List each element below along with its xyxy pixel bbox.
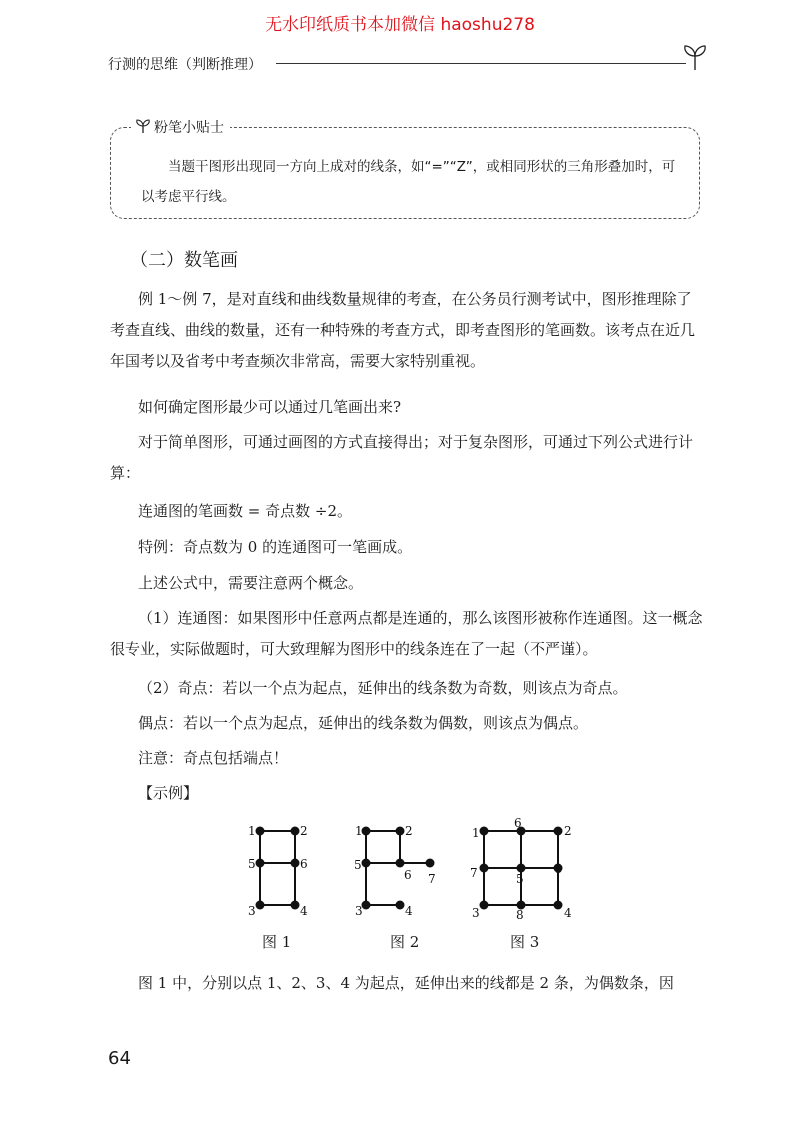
figure-label: 5 [516,872,524,886]
figure-label: 3 [248,904,256,918]
figure-label: 7 [470,866,478,880]
figure-label: 1 [248,824,256,838]
section-title: （二）数笔画 [130,250,238,271]
figure-label: 6 [514,816,522,830]
running-header [108,50,708,80]
figure-1 [244,815,324,925]
header-title: 行测的思维（判断推理） [108,57,262,73]
page-number: 64 [108,1048,131,1069]
figure-label: 5 [248,857,256,871]
figure-label: 6 [404,868,412,882]
figure-label: 2 [405,824,413,838]
figure-label: 4 [300,904,308,918]
figure-label: 4 [405,904,413,918]
figure-label: 3 [472,906,480,920]
figure-label: 9 [555,862,563,876]
tip-title-text: 粉笔小贴士 [154,120,224,136]
paragraph: 【示例】 [138,784,199,802]
paragraph: 注意：奇点包括端点！ [138,749,289,767]
watermark: 无水印纸质书本加微信 haoshu278 [265,15,535,35]
figure-label: 4 [564,906,572,920]
figure-label: 1 [472,826,480,840]
paragraph: 上述公式中，需要注意两个概念。 [138,574,364,592]
figure-label: 1 [355,824,363,838]
paragraph: （2）奇点：若以一个点为起点，延伸出的线条数为奇数，则该点为奇点。 [138,679,628,697]
figure-3-caption: 图 3 [510,933,540,951]
figure-label: 2 [300,824,308,838]
figure-label: 6 [300,857,308,871]
figures [230,815,590,955]
figure-label: 8 [516,908,524,922]
paragraph: 偶点：若以一个点为起点，延伸出的线条数为偶数，则该点为偶点。 [138,714,589,732]
figure-2 [352,815,462,925]
figure-2-caption: 图 2 [390,933,420,951]
tip-title [131,117,230,137]
figure-label: 3 [355,904,363,918]
paragraph: （1）连通图：如果图形中任意两点都是连通的，那么该图形被称作连通图。这一概念很专业，实际做题时，可大致理解为图形中的线条连在了一起（不严谨）。 [110,609,703,658]
paragraph: 特例：奇点数为 0 的连通图可一笔画成。 [138,538,413,556]
figure-label: 5 [354,858,362,872]
figure-label: 7 [428,872,436,886]
figure-label: 2 [564,824,572,838]
header-rule [276,63,686,64]
paragraph: 对于简单图形，可通过画图的方式直接得出；对于复杂图形，可通过下列公式进行计算： [110,433,694,482]
sprout-icon [135,118,151,134]
paragraph: 图 1 中，分别以点 1、2、3、4 为起点，延伸出来的线都是 2 条，为偶数条，因 [138,974,674,992]
figure-1-caption: 图 1 [262,933,292,951]
sprout-icon [682,42,708,72]
paragraph: 例 1～例 7，是对直线和曲线数量规律的考查，在公务员行测考试中，图形推理除了考查直线、曲线的数量，还有一种特殊的考查方式，即考查图形的笔画数。该考点在近几年国考以及省考中考查频次非常高，需要大家特别重视。 [110,290,696,370]
paragraph: 连通图的笔画数 = 奇点数 ÷2。 [138,502,352,520]
tip-text: 当题干图形出现同一方向上成对的线条，如“=”“Z”，或相同形状的三角形叠加时，可以考虑平行线。 [141,159,676,205]
tip-box [110,120,700,219]
paragraph: 如何确定图形最少可以通过几笔画出来? [138,398,402,416]
figure-3 [468,815,588,925]
